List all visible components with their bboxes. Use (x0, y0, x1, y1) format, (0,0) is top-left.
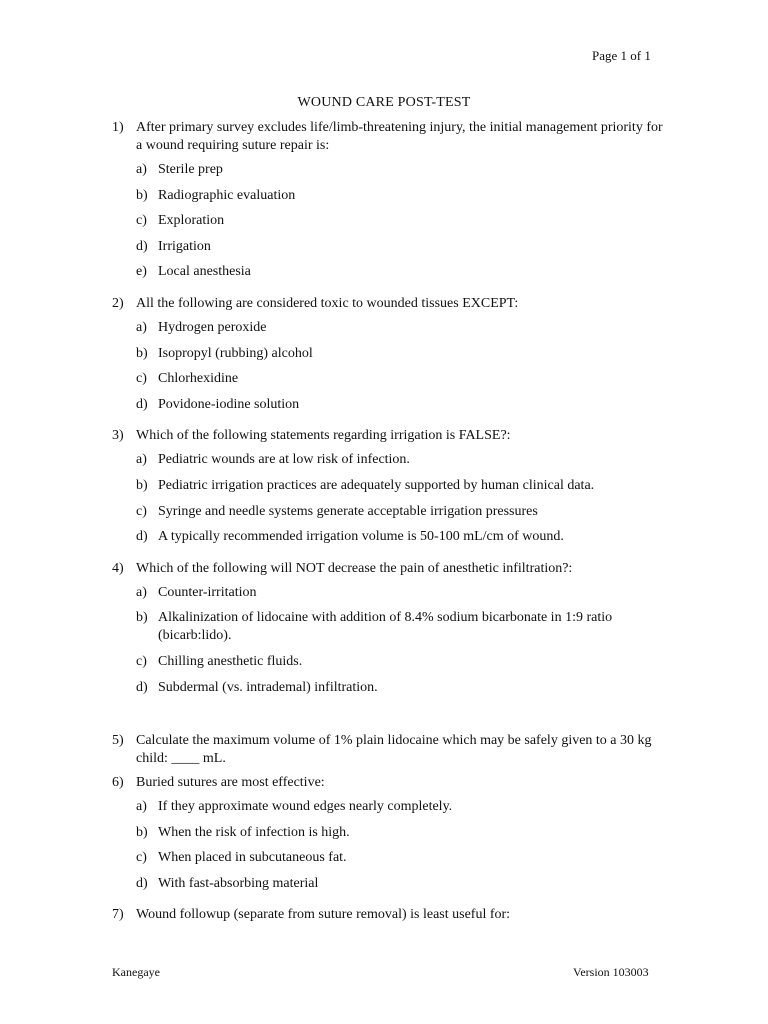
question-1 (112, 119, 672, 289)
option-text: Subdermal (vs. intrademal) infiltration. (158, 679, 378, 695)
page-number: Page 1 of 1 (592, 48, 651, 63)
option-item (136, 319, 672, 337)
question-number: 2) (112, 295, 124, 311)
option-letter: d) (136, 679, 148, 695)
option-item (136, 679, 672, 697)
option-text: Irrigation (158, 238, 211, 254)
option-letter: e) (136, 264, 147, 280)
option-item (136, 528, 672, 546)
option-text: Hydrogen peroxide (158, 319, 267, 335)
option-letter: b) (136, 610, 148, 626)
option-list (136, 161, 672, 281)
option-item (136, 653, 672, 671)
option-letter: a) (136, 162, 147, 177)
question-text: Calculate the maximum volume of 1% plain lidocaine which may be safely given to a 30 kg child: ____ mL. (136, 733, 652, 767)
option-letter: b) (136, 345, 148, 361)
option-letter: d) (136, 396, 148, 412)
question-7 (112, 906, 672, 924)
option-letter: c) (136, 213, 147, 229)
question-text: All the following are considered toxic to wounded tissues EXCEPT: (136, 295, 519, 311)
option-letter: c) (136, 503, 147, 519)
question-text: Buried sutures are most effective: (136, 775, 325, 791)
question-body (136, 906, 672, 924)
question-2 (112, 295, 672, 421)
option-letter: a) (136, 452, 147, 468)
option-item (136, 477, 672, 495)
question-body (136, 119, 672, 289)
option-list (136, 451, 672, 546)
option-text: A typically recommended irrigation volume is 50-100 mL/cm of wound. (158, 529, 564, 545)
option-text: Radiographic evaluation (158, 187, 296, 203)
option-letter: a) (136, 584, 147, 600)
question-list (112, 119, 672, 930)
option-item (136, 798, 672, 816)
footer-version: Version 103003 (573, 965, 649, 979)
option-text: Pediatric wounds are at low risk of infection. (158, 452, 410, 468)
option-letter: c) (136, 371, 147, 387)
question-text: Wound followup (separate from suture removal) is least useful for: (136, 907, 511, 923)
option-item (136, 503, 672, 521)
option-text: When placed in subcutaneous fat. (158, 850, 347, 866)
option-text: Local anesthesia (158, 264, 251, 280)
option-text: Pediatric irrigation practices are adequately supported by human clinical data. (158, 477, 595, 493)
question-number: 1) (112, 120, 124, 135)
question-number: 4) (112, 560, 124, 576)
option-text: Counter-irritation (158, 584, 257, 600)
option-letter: b) (136, 824, 148, 840)
option-item (136, 370, 672, 388)
option-letter: a) (136, 319, 147, 335)
option-letter: a) (136, 799, 147, 815)
question-4 (112, 560, 672, 704)
option-letter: c) (136, 653, 147, 669)
option-item (136, 238, 672, 256)
question-3 (112, 427, 672, 553)
question-text: After primary survey excludes life/limb-threatening injury, the initial management priority for a wound requiring suture repair is: (136, 120, 663, 153)
question-6 (112, 774, 672, 900)
option-item (136, 584, 672, 602)
option-letter: d) (136, 238, 148, 254)
option-text: When the risk of infection is high. (158, 824, 350, 840)
option-text: If they approximate wound edges nearly completely. (158, 799, 453, 815)
option-text: Povidone-iodine solution (158, 396, 300, 412)
question-number: 7) (112, 907, 124, 923)
question-number: 3) (112, 428, 124, 444)
question-body (136, 295, 672, 421)
option-letter: d) (136, 875, 148, 891)
question-body (136, 774, 672, 900)
option-text: Alkalinization of lidocaine with addition of 8.4% sodium bicarbonate in 1:9 ratio (bicarb:lido). (158, 610, 613, 644)
option-letter: b) (136, 187, 148, 203)
option-item (136, 345, 672, 363)
question-number: 6) (112, 775, 124, 791)
option-text: Isopropyl (rubbing) alcohol (158, 345, 313, 361)
option-item (136, 875, 672, 893)
option-item (136, 609, 672, 645)
option-letter: c) (136, 850, 147, 866)
page-title: WOUND CARE POST-TEST (297, 95, 471, 110)
question-number: 5) (112, 733, 124, 749)
footer-author: Kanegaye (112, 965, 160, 979)
option-item (136, 396, 672, 414)
option-list (136, 798, 672, 893)
option-item (136, 187, 672, 205)
option-item (136, 161, 672, 179)
option-letter: d) (136, 529, 148, 545)
option-text: With fast-absorbing material (158, 875, 319, 891)
question-text: Which of the following statements regarding irrigation is FALSE?: (136, 428, 511, 444)
option-text: Sterile prep (158, 162, 223, 177)
option-text: Exploration (158, 213, 225, 229)
option-list (136, 319, 672, 414)
option-text: Syringe and needle systems generate acceptable irrigation pressures (158, 503, 538, 519)
option-item (136, 212, 672, 230)
question-5 (112, 732, 672, 768)
question-body (136, 560, 672, 704)
option-letter: b) (136, 477, 148, 493)
option-item (136, 451, 672, 469)
question-body (136, 427, 672, 553)
option-item (136, 263, 672, 281)
question-body (136, 732, 672, 768)
option-text: Chlorhexidine (158, 371, 239, 387)
question-text: Which of the following will NOT decrease the pain of anesthetic infiltration?: (136, 560, 573, 576)
option-item (136, 824, 672, 842)
option-item (136, 849, 672, 867)
option-text: Chilling anesthetic fluids. (158, 653, 303, 669)
option-list (136, 584, 672, 697)
